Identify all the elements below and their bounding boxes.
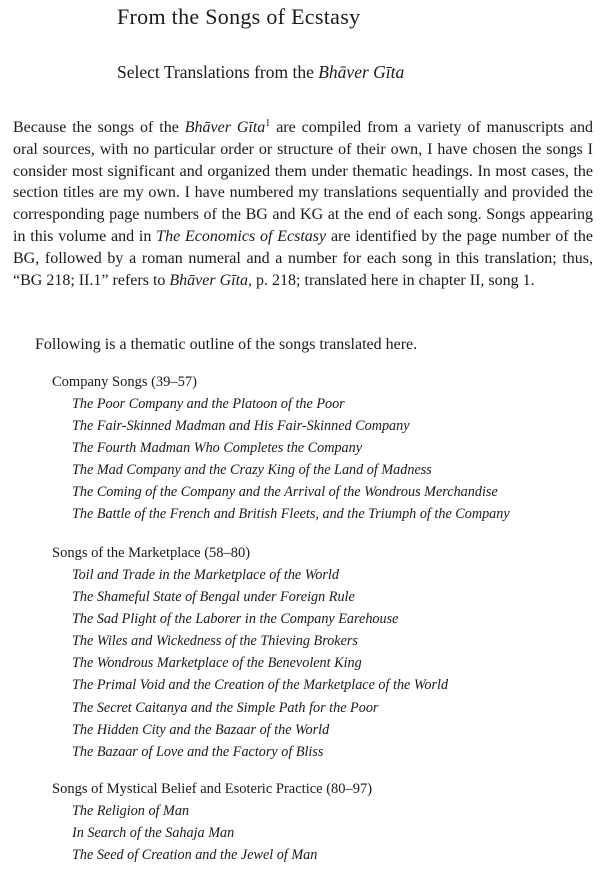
song-title: The Coming of the Company and the Arrival of the Wondrous Merchandise <box>72 484 498 501</box>
intro-text-d: p. 218; translated here in chapter II, song 1. <box>252 271 535 289</box>
subtitle-prefix: Select Translations from the <box>117 62 319 82</box>
intro-text-c: are identified by the page number of the BG, followed by a roman numeral and a number for each song in this translation; thus, “BG 218; II.1” refers to <box>13 227 593 289</box>
song-title: Toil and Trade in the Marketplace of the World <box>72 567 339 583</box>
song-title: The Fourth Madman Who Completes the Company <box>72 440 363 457</box>
subtitle-work: Bhāver Gīta <box>318 62 405 82</box>
song-title: The Religion of Man <box>72 803 190 819</box>
song-title: The Wiles and Wickedness of the Thieving Brokers <box>72 633 358 650</box>
song-title: The Poor Company and the Platoon of the Poor <box>72 396 345 412</box>
song-title: The Bazaar of Love and the Factory of Bliss <box>72 743 324 760</box>
song-list <box>52 564 448 763</box>
intro-work-title-2: Bhāver Gīta, <box>169 271 253 289</box>
footnote-marker: 1 <box>265 118 271 129</box>
intro-text-b: are compiled from a variety of manuscripts and oral sources, with no particular order or structure of their own, I have chosen the songs I consider most significant and organized them under thematic headings. In most cases, the section titles are my own. I have numbered my translations sequentially and provided the corresponding page numbers of the BG and KG at the end of each song. Songs appearing in this volume and in <box>13 119 593 245</box>
section-company-songs <box>52 371 510 526</box>
song-title: In Search of the Sahaja Man <box>72 825 235 842</box>
section-heading: Songs of the Marketplace (58–80) <box>52 545 251 561</box>
song-title: The Seed of Creation and the Jewel of Man <box>72 847 318 864</box>
song-title: The Fair-Skinned Madman and His Fair-Skinned Company <box>72 418 410 435</box>
song-title: The Mad Company and the Crazy King of the Land of Madness <box>72 462 432 479</box>
song-list <box>52 393 510 526</box>
intro-paragraph <box>13 117 593 291</box>
song-title: The Secret Caitanya and the Simple Path for the Poor <box>72 699 379 716</box>
song-title: The Battle of the French and British Fleets, and the Triumph of the Company <box>72 506 510 523</box>
section-heading: Company Songs (39–57) <box>52 374 197 390</box>
song-title: The Wondrous Marketplace of the Benevolent King <box>72 655 362 672</box>
outline-intro: Following is a thematic outline of the songs translated here. <box>35 336 418 353</box>
section-heading: Songs of Mystical Belief and Esoteric Practice (80–97) <box>52 781 373 797</box>
intro-work-title: Bhāver Gīta <box>184 119 266 136</box>
song-title: The Hidden City and the Bazaar of the World <box>72 721 330 738</box>
song-title: The Shameful State of Bengal under Foreign Rule <box>72 589 355 606</box>
page-subtitle <box>117 62 404 83</box>
intro-text-a: Because the songs of the <box>13 119 185 136</box>
song-title: The Primal Void and the Creation of the Marketplace of the World <box>72 677 449 694</box>
section-mystical-songs <box>52 778 372 866</box>
song-list <box>52 800 372 866</box>
section-marketplace-songs <box>52 542 448 763</box>
page-title: From the Songs of Ecstasy <box>117 4 361 29</box>
song-title: The Sad Plight of the Laborer in the Company Earehouse <box>72 611 399 628</box>
intro-book-title: The Economics of Ecstasy <box>156 227 327 245</box>
